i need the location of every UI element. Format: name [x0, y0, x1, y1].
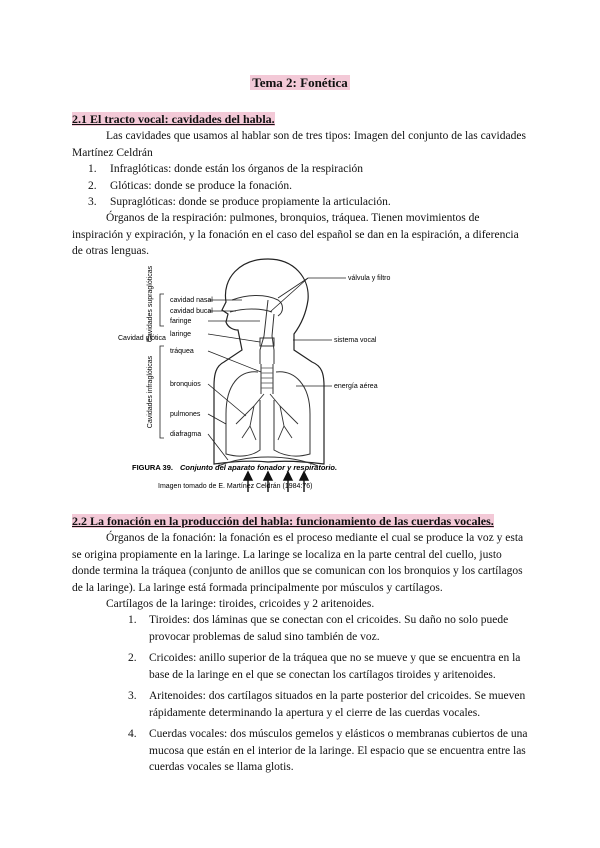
respiration-organs-paragraph: Órganos de la respiración: pulmones, bronquios, tráquea. Tienen movimientos de inspiración y expiración, y la fonación en el caso del español se dan en la espiración, a diferencia de otras lenguas.: [72, 212, 519, 257]
list-item: 1. Tiroides: dos láminas que se conectan con el cricoides. Su daño no solo puede provocar problemas de salud sino también de voz.: [128, 614, 509, 643]
label-cavidades-infraglóticas: Cavidades infraglóticas: [147, 355, 154, 429]
list-item: 2. Glóticas: donde se produce la fonación.: [88, 179, 293, 192]
cartilage-list: [128, 612, 530, 781]
list-item: 1. Infraglóticas: donde están los órganos de la respiración: [88, 163, 364, 175]
label-cavidad-glotica: Cavidad glótica: [118, 335, 166, 342]
figure-caption-label: FIGURA 39.: [132, 463, 173, 472]
label-sistema-vocal: sistema vocal: [334, 337, 377, 344]
label-cavidades-supraglóticas: Cavidades supraglóticas: [147, 265, 154, 343]
label-faringe: faringe: [170, 318, 192, 325]
section-2-heading: 2.2 La fonación en la producción del habla: funcionamiento de las cuerdas vocales.: [72, 514, 494, 528]
list-item: 3. Aritenoides: dos cartílagos situados en la parte posterior del cricoides. Se mueven rápidamente determinando la apertura y el cierre de las cuerdas vocales.: [128, 690, 526, 719]
label-energia: energía aérea: [334, 383, 378, 390]
vocal-apparatus-figure: [118, 254, 418, 502]
figure-credit: Imagen tomado de E. Martínez Celdrán (1984:76): [158, 483, 313, 490]
figure-caption: Conjunto del aparato fonador y respiratorio.: [180, 463, 338, 472]
label-pulmones: pulmones: [170, 411, 201, 418]
label-laringe: laringe: [170, 331, 192, 338]
label-valvula: válvula y filtro: [348, 275, 391, 282]
label-bronquios: bronquios: [170, 381, 201, 388]
cavity-list: [88, 161, 528, 211]
list-item: 2. Cricoides: anillo superior de la tráquea que no se mueve y que se encuentra en la base de la laringe en el que se conectan los cartílagos tiroides y aritenoides.: [128, 652, 521, 681]
label-traquea: tráquea: [170, 348, 194, 355]
larynx-cartilages-intro: Cartílagos de la laringe: tiroides, cricoides y 2 aritenoides.: [106, 598, 375, 610]
page-title: Tema 2: Fonética: [252, 75, 348, 90]
section-1-heading: 2.1 El tracto vocal: cavidades del habla.: [72, 112, 275, 126]
label-cavidad-nasal: cavidad nasal: [170, 297, 213, 304]
list-item: 3. Supraglóticas: donde se produce propiamente la articulación.: [88, 196, 391, 208]
label-diafragma: diafragma: [170, 431, 202, 438]
section-1-intro: Las cavidades que usamos al hablar son de tres tipos: Imagen del conjunto de las cavidades Martínez Celdrán: [72, 130, 526, 159]
phonation-organs-paragraph: Órganos de la fonación: la fonación es el proceso mediante el cual se produce la voz y esta se origina propiamente en la laringe. La laringe se localiza en la parte central del cuello, justo donde termina la tráquea (conjunto de anillos que se comunican con los bronquios y los cartílagos de la laringe). La laringe está formada principalmente por músculos y cartílagos.: [72, 532, 524, 594]
list-item: 4. Cuerdas vocales: dos músculos gemelos y elásticos o membranas cubiertos de una mucosa que están en el interior de la laringe. El espacio que se encuentra entre las cuerdas vocales se llama glotis.: [128, 728, 528, 773]
label-cavidad-bucal: cavidad bucal: [170, 308, 213, 315]
